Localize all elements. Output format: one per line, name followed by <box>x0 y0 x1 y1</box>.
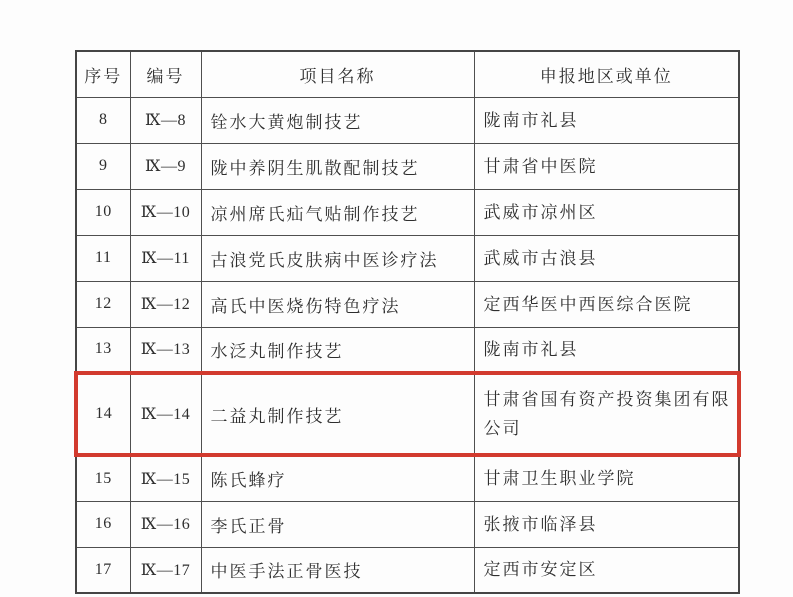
cell-name: 水泛丸制作技艺 <box>201 327 474 373</box>
cell-name: 中医手法正骨医技 <box>201 547 474 593</box>
cell-no: 14 <box>76 373 130 455</box>
cell-unit: 张掖市临泽县 <box>474 501 739 547</box>
cell-name: 高氏中医烧伤特色疗法 <box>201 281 474 327</box>
cell-name: 凉州席氏疝气贴制作技艺 <box>201 189 474 235</box>
cell-unit: 陇南市礼县 <box>474 97 739 143</box>
cell-unit: 定西华医中西医综合医院 <box>474 281 739 327</box>
cell-unit: 陇南市礼县 <box>474 327 739 373</box>
cell-no: 17 <box>76 547 130 593</box>
table-row <box>76 327 739 373</box>
cell-no: 9 <box>76 143 130 189</box>
cell-no: 15 <box>76 455 130 501</box>
table-row <box>76 281 739 327</box>
cell-unit: 定西市安定区 <box>474 547 739 593</box>
cell-code: Ⅸ—13 <box>130 327 201 373</box>
table-row <box>76 189 739 235</box>
cell-name: 古浪党氏皮肤病中医诊疗法 <box>201 235 474 281</box>
cell-code: Ⅸ—12 <box>130 281 201 327</box>
cell-code: Ⅸ—14 <box>130 373 201 455</box>
table-row-highlighted <box>76 373 739 455</box>
cell-no: 13 <box>76 327 130 373</box>
column-header-code: 编号 <box>130 51 201 97</box>
cell-code: Ⅸ—8 <box>130 97 201 143</box>
cell-unit: 武威市凉州区 <box>474 189 739 235</box>
column-header-declaring-unit: 申报地区或单位 <box>474 51 739 97</box>
table-row <box>76 235 739 281</box>
cell-unit: 甘肃卫生职业学院 <box>474 455 739 501</box>
column-header-project-name: 项目名称 <box>201 51 474 97</box>
cell-unit: 武威市古浪县 <box>474 235 739 281</box>
table-row <box>76 501 739 547</box>
cell-unit: 甘肃省国有资产投资集团有限公司 <box>474 373 739 455</box>
cell-code: Ⅸ—9 <box>130 143 201 189</box>
column-header-serial-no: 序号 <box>76 51 130 97</box>
table-row <box>76 455 739 501</box>
cell-code: Ⅸ—17 <box>130 547 201 593</box>
cell-no: 10 <box>76 189 130 235</box>
cell-name: 陇中养阴生肌散配制技艺 <box>201 143 474 189</box>
table-row <box>76 143 739 189</box>
cell-no: 16 <box>76 501 130 547</box>
cell-no: 11 <box>76 235 130 281</box>
cell-code: Ⅸ—10 <box>130 189 201 235</box>
header-row <box>76 51 739 97</box>
cell-code: Ⅸ—15 <box>130 455 201 501</box>
cell-code: Ⅸ—11 <box>130 235 201 281</box>
cell-name: 铨水大黄炮制技艺 <box>201 97 474 143</box>
heritage-projects-table <box>74 50 741 594</box>
cell-name: 李氏正骨 <box>201 501 474 547</box>
table-row <box>76 547 739 593</box>
cell-unit: 甘肃省中医院 <box>474 143 739 189</box>
cell-no: 8 <box>76 97 130 143</box>
cell-name: 陈氏蜂疗 <box>201 455 474 501</box>
table-row <box>76 97 739 143</box>
cell-name: 二益丸制作技艺 <box>201 373 474 455</box>
cell-no: 12 <box>76 281 130 327</box>
cell-code: Ⅸ—16 <box>130 501 201 547</box>
